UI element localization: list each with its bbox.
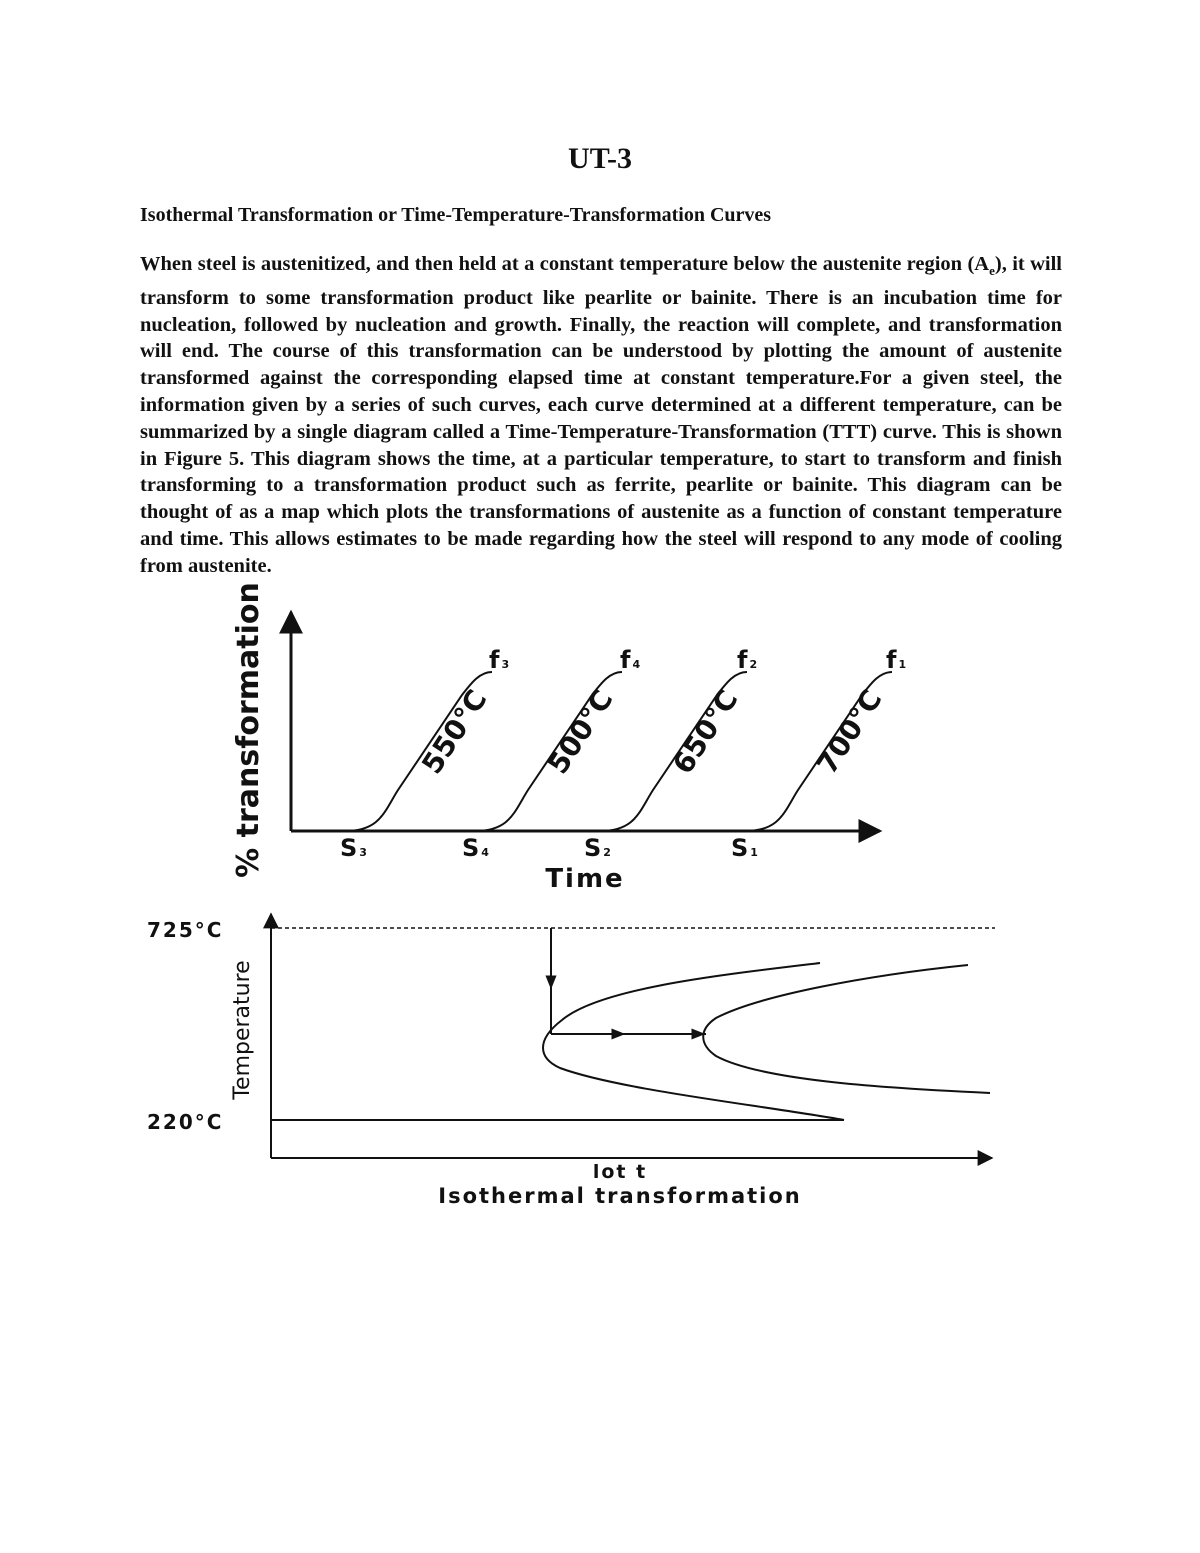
section-heading: Isothermal Transformation or Time-Temperature-Transformation Curves bbox=[140, 204, 772, 226]
x-axis-label: Time bbox=[545, 864, 625, 894]
lower-temp-label: 220°C bbox=[147, 1110, 224, 1134]
finish-c-curve bbox=[703, 965, 990, 1093]
curve-650 bbox=[600, 672, 747, 831]
upper-temp-label: 725°C bbox=[147, 918, 224, 942]
y-axis-label: Temperature bbox=[230, 960, 255, 1100]
start-label: S 4 bbox=[462, 834, 489, 862]
finish-label: f 4 bbox=[620, 646, 641, 674]
body-paragraph bbox=[140, 251, 1062, 580]
finish-label: f 3 bbox=[489, 646, 510, 674]
curve-temp-label: 650°C bbox=[666, 683, 745, 780]
curve-temp-label: 500°C bbox=[541, 683, 620, 780]
start-label: S 1 bbox=[731, 834, 758, 862]
figure-caption: Isothermal transformation bbox=[438, 1184, 802, 1208]
start-label: S 3 bbox=[340, 834, 367, 862]
curve-500 bbox=[475, 672, 622, 831]
curve-550 bbox=[345, 672, 492, 831]
paragraph-text-1: When steel is austenitized, and then held at a constant temperature below the austenite region (A bbox=[140, 253, 990, 275]
curve-temp-label: 700°C bbox=[810, 683, 889, 780]
curve-temp-label: 550°C bbox=[415, 683, 494, 780]
finish-label: f 1 bbox=[886, 646, 907, 674]
isothermal-transformation-figure bbox=[147, 914, 995, 1208]
start-label: S 2 bbox=[584, 834, 611, 862]
paragraph-text-2: ), it will transform to some transformation product like pearlite or bainite. There is an incubation time for nucleation, followed by nucleation and growth. Finally, the reaction will complete, and transformation will end. The course of this transformation can be understood by plotting the amount of austenite transformed against the corresponding elapsed time at constant temperature.For a given steel, the information given by a series of such curves, each curve determined at a different temperature, can be summarized by a single diagram called a Time-Temperature-Transformation (TTT) curve. This is shown in Figure 5. This diagram shows the time, at a particular temperature, to start to transform and finish transforming to a transformation product such as ferrite, pearlite or bainite. This diagram can be thought of as a map which plots the transformations of austenite as a function of constant temperature and time. This allows estimates to be made regarding how the steel will respond to any mode of cooling from austenite. bbox=[140, 253, 1062, 577]
start-c-curve bbox=[543, 963, 844, 1120]
y-axis-label: % transformation bbox=[231, 582, 266, 878]
paragraph-subscript: e bbox=[989, 263, 995, 279]
x-axis-label: lot t bbox=[592, 1161, 648, 1183]
page-title: UT-3 bbox=[568, 142, 632, 175]
finish-label: f 2 bbox=[737, 646, 758, 674]
curve-700 bbox=[745, 672, 892, 831]
